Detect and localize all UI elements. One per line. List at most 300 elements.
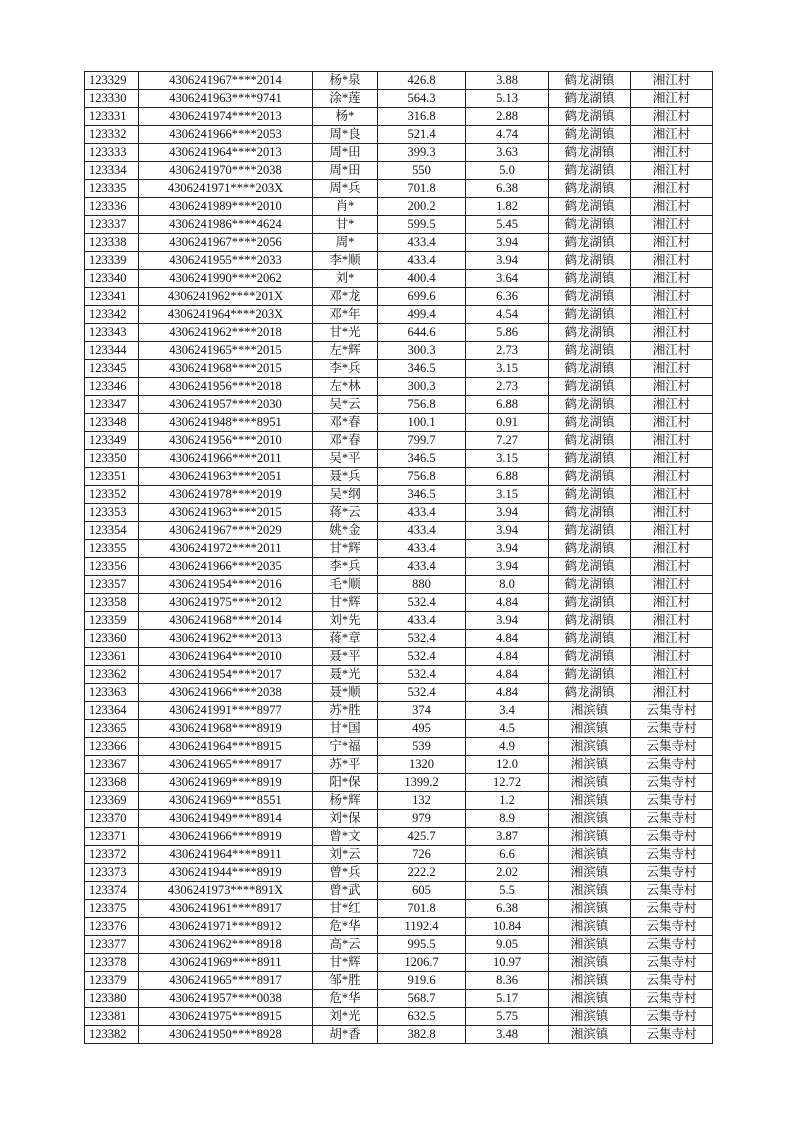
row-number-cell: 123343 [85, 324, 139, 342]
quantity-cell: 1.2 [466, 792, 549, 810]
quantity-cell: 4.84 [466, 630, 549, 648]
town-cell: 鹤龙湖镇 [549, 648, 631, 666]
amount-cell: 200.2 [378, 198, 466, 216]
person-name-cell: 刘*云 [313, 846, 378, 864]
row-number-cell: 123330 [85, 90, 139, 108]
id-number-cell: 4306241950****8928 [139, 1026, 313, 1044]
amount-cell: 568.7 [378, 990, 466, 1008]
town-cell: 鹤龙湖镇 [549, 252, 631, 270]
village-cell: 湘江村 [631, 468, 713, 486]
id-number-cell: 4306241990****2062 [139, 270, 313, 288]
row-number-cell: 123331 [85, 108, 139, 126]
village-cell: 湘江村 [631, 594, 713, 612]
table-row [85, 306, 713, 324]
quantity-cell: 5.5 [466, 882, 549, 900]
table-row [85, 180, 713, 198]
town-cell: 鹤龙湖镇 [549, 630, 631, 648]
person-name-cell: 曾*兵 [313, 864, 378, 882]
amount-cell: 316.8 [378, 108, 466, 126]
amount-cell: 919.6 [378, 972, 466, 990]
village-cell: 湘江村 [631, 396, 713, 414]
village-cell: 云集寺村 [631, 828, 713, 846]
id-number-cell: 4306241986****4624 [139, 216, 313, 234]
village-cell: 云集寺村 [631, 900, 713, 918]
id-number-cell: 4306241975****8915 [139, 1008, 313, 1026]
town-cell: 湘滨镇 [549, 1026, 631, 1044]
id-number-cell: 4306241966****2011 [139, 450, 313, 468]
id-number-cell: 4306241957****0038 [139, 990, 313, 1008]
village-cell: 湘江村 [631, 144, 713, 162]
table-row [85, 864, 713, 882]
table-row [85, 342, 713, 360]
village-cell: 湘江村 [631, 612, 713, 630]
quantity-cell: 12.0 [466, 756, 549, 774]
quantity-cell: 4.84 [466, 648, 549, 666]
row-number-cell: 123344 [85, 342, 139, 360]
data-table [84, 71, 713, 1044]
row-number-cell: 123379 [85, 972, 139, 990]
town-cell: 湘滨镇 [549, 864, 631, 882]
quantity-cell: 3.94 [466, 522, 549, 540]
town-cell: 鹤龙湖镇 [549, 684, 631, 702]
table-row [85, 468, 713, 486]
amount-cell: 756.8 [378, 396, 466, 414]
village-cell: 湘江村 [631, 666, 713, 684]
id-number-cell: 4306241956****2010 [139, 432, 313, 450]
quantity-cell: 1.82 [466, 198, 549, 216]
id-number-cell: 4306241965****8917 [139, 972, 313, 990]
amount-cell: 433.4 [378, 252, 466, 270]
amount-cell: 433.4 [378, 612, 466, 630]
person-name-cell: 甘*辉 [313, 540, 378, 558]
town-cell: 鹤龙湖镇 [549, 324, 631, 342]
amount-cell: 995.5 [378, 936, 466, 954]
person-name-cell: 甘* [313, 216, 378, 234]
table-row [85, 594, 713, 612]
id-number-cell: 4306241969****8919 [139, 774, 313, 792]
amount-cell: 346.5 [378, 486, 466, 504]
id-number-cell: 4306241954****2016 [139, 576, 313, 594]
table-row [85, 900, 713, 918]
row-number-cell: 123349 [85, 432, 139, 450]
quantity-cell: 3.94 [466, 504, 549, 522]
amount-cell: 726 [378, 846, 466, 864]
village-cell: 湘江村 [631, 576, 713, 594]
person-name-cell: 甘*辉 [313, 954, 378, 972]
quantity-cell: 2.73 [466, 378, 549, 396]
row-number-cell: 123374 [85, 882, 139, 900]
id-number-cell: 4306241965****2015 [139, 342, 313, 360]
quantity-cell: 3.94 [466, 234, 549, 252]
amount-cell: 1320 [378, 756, 466, 774]
id-number-cell: 4306241965****8917 [139, 756, 313, 774]
amount-cell: 300.3 [378, 342, 466, 360]
table-row [85, 720, 713, 738]
amount-cell: 756.8 [378, 468, 466, 486]
village-cell: 湘江村 [631, 648, 713, 666]
row-number-cell: 123350 [85, 450, 139, 468]
row-number-cell: 123339 [85, 252, 139, 270]
table-row [85, 108, 713, 126]
quantity-cell: 3.4 [466, 702, 549, 720]
person-name-cell: 肖* [313, 198, 378, 216]
quantity-cell: 5.75 [466, 1008, 549, 1026]
village-cell: 湘江村 [631, 360, 713, 378]
village-cell: 湘江村 [631, 414, 713, 432]
id-number-cell: 4306241956****2018 [139, 378, 313, 396]
table-row [85, 162, 713, 180]
village-cell: 湘江村 [631, 504, 713, 522]
table-row [85, 684, 713, 702]
quantity-cell: 8.36 [466, 972, 549, 990]
town-cell: 湘滨镇 [549, 828, 631, 846]
row-number-cell: 123353 [85, 504, 139, 522]
person-name-cell: 宁*福 [313, 738, 378, 756]
town-cell: 鹤龙湖镇 [549, 180, 631, 198]
village-cell: 湘江村 [631, 450, 713, 468]
person-name-cell: 邓*春 [313, 432, 378, 450]
table-row [85, 702, 713, 720]
village-cell: 湘江村 [631, 270, 713, 288]
quantity-cell: 3.15 [466, 450, 549, 468]
row-number-cell: 123378 [85, 954, 139, 972]
town-cell: 鹤龙湖镇 [549, 450, 631, 468]
village-cell: 云集寺村 [631, 990, 713, 1008]
row-number-cell: 123371 [85, 828, 139, 846]
quantity-cell: 6.36 [466, 288, 549, 306]
row-number-cell: 123377 [85, 936, 139, 954]
town-cell: 鹤龙湖镇 [549, 504, 631, 522]
amount-cell: 532.4 [378, 666, 466, 684]
town-cell: 湘滨镇 [549, 792, 631, 810]
village-cell: 云集寺村 [631, 738, 713, 756]
quantity-cell: 10.97 [466, 954, 549, 972]
table-row [85, 792, 713, 810]
person-name-cell: 周* [313, 234, 378, 252]
person-name-cell: 聂*光 [313, 666, 378, 684]
quantity-cell: 4.54 [466, 306, 549, 324]
person-name-cell: 曾*武 [313, 882, 378, 900]
person-name-cell: 刘*先 [313, 612, 378, 630]
quantity-cell: 8.0 [466, 576, 549, 594]
town-cell: 湘滨镇 [549, 972, 631, 990]
amount-cell: 701.8 [378, 180, 466, 198]
village-cell: 云集寺村 [631, 720, 713, 738]
amount-cell: 499.4 [378, 306, 466, 324]
id-number-cell: 4306241963****9741 [139, 90, 313, 108]
person-name-cell: 聂*兵 [313, 468, 378, 486]
row-number-cell: 123338 [85, 234, 139, 252]
table-row [85, 666, 713, 684]
amount-cell: 433.4 [378, 504, 466, 522]
town-cell: 湘滨镇 [549, 990, 631, 1008]
village-cell: 云集寺村 [631, 810, 713, 828]
town-cell: 鹤龙湖镇 [549, 162, 631, 180]
quantity-cell: 4.9 [466, 738, 549, 756]
id-number-cell: 4306241966****2053 [139, 126, 313, 144]
table-row [85, 954, 713, 972]
table-row [85, 540, 713, 558]
person-name-cell: 甘*红 [313, 900, 378, 918]
amount-cell: 495 [378, 720, 466, 738]
town-cell: 鹤龙湖镇 [549, 126, 631, 144]
town-cell: 鹤龙湖镇 [549, 666, 631, 684]
amount-cell: 632.5 [378, 1008, 466, 1026]
quantity-cell: 5.45 [466, 216, 549, 234]
village-cell: 湘江村 [631, 126, 713, 144]
town-cell: 鹤龙湖镇 [549, 576, 631, 594]
town-cell: 鹤龙湖镇 [549, 108, 631, 126]
town-cell: 鹤龙湖镇 [549, 414, 631, 432]
town-cell: 湘滨镇 [549, 738, 631, 756]
id-number-cell: 4306241964****8915 [139, 738, 313, 756]
table-row [85, 918, 713, 936]
quantity-cell: 3.15 [466, 486, 549, 504]
amount-cell: 1399.2 [378, 774, 466, 792]
village-cell: 湘江村 [631, 198, 713, 216]
person-name-cell: 邓*年 [313, 306, 378, 324]
table-row [85, 738, 713, 756]
id-number-cell: 4306241964****203X [139, 306, 313, 324]
town-cell: 湘滨镇 [549, 900, 631, 918]
amount-cell: 433.4 [378, 234, 466, 252]
town-cell: 鹤龙湖镇 [549, 288, 631, 306]
table-row [85, 126, 713, 144]
person-name-cell: 高*云 [313, 936, 378, 954]
town-cell: 鹤龙湖镇 [549, 432, 631, 450]
amount-cell: 799.7 [378, 432, 466, 450]
table-row [85, 810, 713, 828]
town-cell: 鹤龙湖镇 [549, 306, 631, 324]
village-cell: 湘江村 [631, 72, 713, 90]
id-number-cell: 4306241989****2010 [139, 198, 313, 216]
id-number-cell: 4306241948****8951 [139, 414, 313, 432]
quantity-cell: 12.72 [466, 774, 549, 792]
row-number-cell: 123345 [85, 360, 139, 378]
row-number-cell: 123366 [85, 738, 139, 756]
id-number-cell: 4306241963****2051 [139, 468, 313, 486]
amount-cell: 521.4 [378, 126, 466, 144]
row-number-cell: 123368 [85, 774, 139, 792]
id-number-cell: 4306241954****2017 [139, 666, 313, 684]
village-cell: 湘江村 [631, 306, 713, 324]
village-cell: 湘江村 [631, 252, 713, 270]
amount-cell: 300.3 [378, 378, 466, 396]
id-number-cell: 4306241955****2033 [139, 252, 313, 270]
id-number-cell: 4306241972****2011 [139, 540, 313, 558]
table-row [85, 288, 713, 306]
person-name-cell: 苏*平 [313, 756, 378, 774]
table-row [85, 432, 713, 450]
row-number-cell: 123372 [85, 846, 139, 864]
town-cell: 鹤龙湖镇 [549, 396, 631, 414]
person-name-cell: 杨*辉 [313, 792, 378, 810]
table-row [85, 774, 713, 792]
amount-cell: 532.4 [378, 648, 466, 666]
village-cell: 湘江村 [631, 324, 713, 342]
row-number-cell: 123364 [85, 702, 139, 720]
quantity-cell: 3.94 [466, 612, 549, 630]
id-number-cell: 4306241968****2015 [139, 360, 313, 378]
village-cell: 云集寺村 [631, 882, 713, 900]
table-row [85, 612, 713, 630]
id-number-cell: 4306241964****8911 [139, 846, 313, 864]
amount-cell: 222.2 [378, 864, 466, 882]
quantity-cell: 8.9 [466, 810, 549, 828]
row-number-cell: 123357 [85, 576, 139, 594]
row-number-cell: 123354 [85, 522, 139, 540]
town-cell: 鹤龙湖镇 [549, 468, 631, 486]
row-number-cell: 123355 [85, 540, 139, 558]
table-row [85, 828, 713, 846]
amount-cell: 701.8 [378, 900, 466, 918]
id-number-cell: 4306241969****8911 [139, 954, 313, 972]
person-name-cell: 吴*云 [313, 396, 378, 414]
row-number-cell: 123359 [85, 612, 139, 630]
id-number-cell: 4306241961****8917 [139, 900, 313, 918]
row-number-cell: 123381 [85, 1008, 139, 1026]
quantity-cell: 4.84 [466, 684, 549, 702]
town-cell: 鹤龙湖镇 [549, 144, 631, 162]
quantity-cell: 3.94 [466, 252, 549, 270]
row-number-cell: 123351 [85, 468, 139, 486]
village-cell: 云集寺村 [631, 864, 713, 882]
id-number-cell: 4306241971****8912 [139, 918, 313, 936]
table-row [85, 504, 713, 522]
table-row [85, 558, 713, 576]
town-cell: 鹤龙湖镇 [549, 540, 631, 558]
quantity-cell: 5.17 [466, 990, 549, 1008]
village-cell: 云集寺村 [631, 918, 713, 936]
town-cell: 鹤龙湖镇 [549, 234, 631, 252]
person-name-cell: 苏*胜 [313, 702, 378, 720]
row-number-cell: 123336 [85, 198, 139, 216]
person-name-cell: 吴*纲 [313, 486, 378, 504]
row-number-cell: 123333 [85, 144, 139, 162]
village-cell: 云集寺村 [631, 1008, 713, 1026]
id-number-cell: 4306241974****2013 [139, 108, 313, 126]
table-row [85, 360, 713, 378]
person-name-cell: 危*华 [313, 918, 378, 936]
quantity-cell: 2.88 [466, 108, 549, 126]
town-cell: 湘滨镇 [549, 702, 631, 720]
village-cell: 湘江村 [631, 378, 713, 396]
person-name-cell: 周*良 [313, 126, 378, 144]
id-number-cell: 4306241962****2018 [139, 324, 313, 342]
person-name-cell: 邹*胜 [313, 972, 378, 990]
id-number-cell: 4306241967****2014 [139, 72, 313, 90]
amount-cell: 1192.4 [378, 918, 466, 936]
town-cell: 湘滨镇 [549, 810, 631, 828]
id-number-cell: 4306241944****8919 [139, 864, 313, 882]
quantity-cell: 5.0 [466, 162, 549, 180]
town-cell: 鹤龙湖镇 [549, 378, 631, 396]
table-row [85, 234, 713, 252]
row-number-cell: 123332 [85, 126, 139, 144]
quantity-cell: 5.86 [466, 324, 549, 342]
village-cell: 云集寺村 [631, 954, 713, 972]
table-row [85, 486, 713, 504]
amount-cell: 433.4 [378, 558, 466, 576]
person-name-cell: 李*顺 [313, 252, 378, 270]
row-number-cell: 123334 [85, 162, 139, 180]
table-row [85, 576, 713, 594]
village-cell: 湘江村 [631, 162, 713, 180]
amount-cell: 564.3 [378, 90, 466, 108]
id-number-cell: 4306241967****2056 [139, 234, 313, 252]
row-number-cell: 123356 [85, 558, 139, 576]
table-row [85, 522, 713, 540]
village-cell: 湘江村 [631, 540, 713, 558]
row-number-cell: 123337 [85, 216, 139, 234]
amount-cell: 346.5 [378, 450, 466, 468]
person-name-cell: 毛*顺 [313, 576, 378, 594]
town-cell: 鹤龙湖镇 [549, 198, 631, 216]
table-row [85, 252, 713, 270]
town-cell: 湘滨镇 [549, 882, 631, 900]
quantity-cell: 10.84 [466, 918, 549, 936]
row-number-cell: 123348 [85, 414, 139, 432]
table-row [85, 630, 713, 648]
table-row [85, 846, 713, 864]
amount-cell: 132 [378, 792, 466, 810]
amount-cell: 374 [378, 702, 466, 720]
amount-cell: 346.5 [378, 360, 466, 378]
village-cell: 云集寺村 [631, 792, 713, 810]
quantity-cell: 6.6 [466, 846, 549, 864]
person-name-cell: 周*兵 [313, 180, 378, 198]
id-number-cell: 4306241962****8918 [139, 936, 313, 954]
table-row [85, 1026, 713, 1044]
village-cell: 湘江村 [631, 90, 713, 108]
person-name-cell: 周*田 [313, 162, 378, 180]
table-row [85, 270, 713, 288]
row-number-cell: 123376 [85, 918, 139, 936]
id-number-cell: 4306241949****8914 [139, 810, 313, 828]
town-cell: 鹤龙湖镇 [549, 342, 631, 360]
id-number-cell: 4306241968****8919 [139, 720, 313, 738]
person-name-cell: 左*林 [313, 378, 378, 396]
amount-cell: 433.4 [378, 540, 466, 558]
table-row [85, 90, 713, 108]
row-number-cell: 123375 [85, 900, 139, 918]
person-name-cell: 姚*金 [313, 522, 378, 540]
table-body [85, 72, 713, 1044]
village-cell: 湘江村 [631, 288, 713, 306]
table-row [85, 72, 713, 90]
id-number-cell: 4306241962****2013 [139, 630, 313, 648]
row-number-cell: 123329 [85, 72, 139, 90]
amount-cell: 644.6 [378, 324, 466, 342]
row-number-cell: 123380 [85, 990, 139, 1008]
person-name-cell: 甘*辉 [313, 594, 378, 612]
table-row [85, 144, 713, 162]
id-number-cell: 4306241967****2029 [139, 522, 313, 540]
town-cell: 湘滨镇 [549, 774, 631, 792]
row-number-cell: 123382 [85, 1026, 139, 1044]
amount-cell: 532.4 [378, 630, 466, 648]
amount-cell: 599.5 [378, 216, 466, 234]
village-cell: 湘江村 [631, 108, 713, 126]
amount-cell: 880 [378, 576, 466, 594]
town-cell: 鹤龙湖镇 [549, 612, 631, 630]
quantity-cell: 4.5 [466, 720, 549, 738]
row-number-cell: 123369 [85, 792, 139, 810]
quantity-cell: 3.64 [466, 270, 549, 288]
id-number-cell: 4306241975****2012 [139, 594, 313, 612]
row-number-cell: 123367 [85, 756, 139, 774]
id-number-cell: 4306241966****8919 [139, 828, 313, 846]
